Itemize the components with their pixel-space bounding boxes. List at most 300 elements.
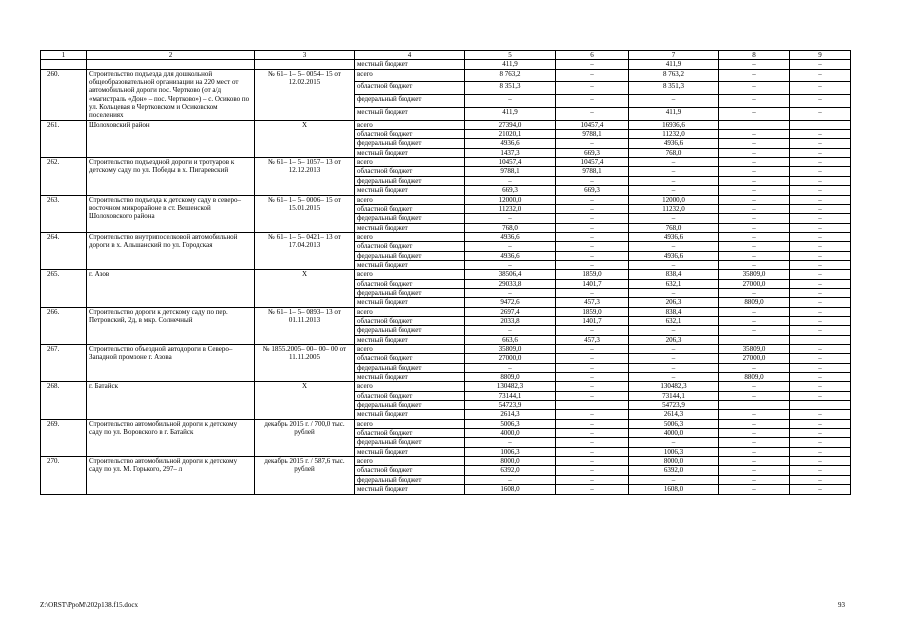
amount-cell: 8000,0: [465, 457, 556, 466]
item-name: Шолоховский район: [87, 120, 255, 157]
amount-cell: –: [629, 288, 719, 297]
amount-cell: –: [719, 438, 790, 447]
amount-cell: –: [556, 354, 629, 363]
amount-cell: 838,4: [629, 270, 719, 279]
budget-type: местный бюджет: [355, 335, 465, 344]
amount-cell: –: [790, 354, 851, 363]
amount-cell: 768,0: [629, 223, 719, 232]
amount-cell: –: [790, 204, 851, 213]
amount-cell: –: [556, 457, 629, 466]
amount-cell: –: [719, 288, 790, 297]
amount-cell: –: [790, 139, 851, 148]
amount-cell: –: [719, 95, 790, 108]
amount-cell: –: [556, 391, 629, 400]
amount-cell: –: [790, 232, 851, 241]
table-row: [41, 158, 851, 167]
amount-cell: 4936,6: [629, 251, 719, 260]
amount-cell: –: [556, 176, 629, 185]
column-number: 6: [556, 51, 629, 60]
empty-cell: [87, 60, 255, 69]
amount-cell: 38506,4: [465, 270, 556, 279]
amount-cell: –: [719, 419, 790, 428]
amount-cell: –: [556, 242, 629, 251]
amount-cell: 9788,1: [465, 167, 556, 176]
item-document: № 61– 1– 5– 0421– 13 от 17.04.2013: [255, 232, 355, 269]
amount-cell: –: [790, 251, 851, 260]
table-row: [41, 232, 851, 241]
amount-cell: 457,3: [556, 335, 629, 344]
amount-cell: –: [719, 382, 790, 391]
amount-cell: –: [719, 204, 790, 213]
amount-cell: –: [556, 447, 629, 456]
budget-type: областной бюджет: [355, 316, 465, 325]
amount-cell: –: [719, 260, 790, 269]
amount-cell: –: [790, 270, 851, 279]
table-row: [41, 307, 851, 316]
amount-cell: 9788,1: [556, 130, 629, 139]
amount-cell: –: [556, 214, 629, 223]
amount-cell: –: [790, 95, 851, 108]
amount-cell: –: [790, 410, 851, 419]
amount-cell: 2614,3: [629, 410, 719, 419]
item-document: № 61– 1– 5– 0054– 15 от 12.02.2015: [255, 69, 355, 120]
budget-type: федеральный бюджет: [355, 214, 465, 223]
amount-cell: –: [790, 260, 851, 269]
amount-cell: –: [719, 307, 790, 316]
amount-cell: 35809,0: [719, 345, 790, 354]
amount-cell: –: [629, 354, 719, 363]
amount-cell: –: [465, 95, 556, 108]
amount-cell: –: [556, 232, 629, 241]
amount-cell: –: [719, 60, 790, 69]
amount-cell: –: [556, 466, 629, 475]
item-number: 266.: [41, 307, 87, 344]
amount-cell: 8 763,2: [465, 69, 556, 82]
amount-cell: –: [790, 298, 851, 307]
amount-cell: 663,6: [465, 335, 556, 344]
amount-cell: –: [719, 242, 790, 251]
amount-cell: [790, 120, 851, 129]
amount-cell: –: [719, 69, 790, 82]
budget-type: федеральный бюджет: [355, 288, 465, 297]
amount-cell: –: [790, 429, 851, 438]
amount-cell: 632,1: [629, 316, 719, 325]
amount-cell: 27000,0: [465, 354, 556, 363]
item-number: 269.: [41, 419, 87, 456]
amount-cell: –: [556, 251, 629, 260]
item-name: Строительство автомобильной дороги к детскому саду по ул. Воровского в г. Батайск: [87, 419, 255, 456]
amount-cell: –: [719, 148, 790, 157]
amount-cell: –: [719, 107, 790, 120]
amount-cell: 1401,7: [556, 279, 629, 288]
column-number: 2: [87, 51, 255, 60]
amount-cell: 10457,4: [556, 120, 629, 129]
budget-type: федеральный бюджет: [355, 95, 465, 108]
budget-type: всего: [355, 382, 465, 391]
item-name: Строительство подъезда для дошкольной общеобразовательной организации на 220 мест от автомобильной дороги пос. Чертково (от а/д «магистраль «Дон» – пос. Чертково») – с. Осиково по ул. Кольцевая в Чертковском и Осиковском поселениях: [87, 69, 255, 120]
amount-cell: 4936,6: [465, 139, 556, 148]
budget-type: местный бюджет: [355, 485, 465, 494]
amount-cell: –: [629, 363, 719, 372]
amount-cell: –: [556, 223, 629, 232]
table-row: [41, 120, 851, 129]
budget-type: местный бюджет: [355, 107, 465, 120]
empty-cell: [255, 60, 355, 69]
item-document: № 61– 1– 5– 0893– 13 от 01.11.2013: [255, 307, 355, 344]
budget-type: местный бюджет: [355, 373, 465, 382]
amount-cell: 16936,6: [629, 120, 719, 129]
budget-type: областной бюджет: [355, 82, 465, 95]
amount-cell: –: [465, 214, 556, 223]
budget-type: федеральный бюджет: [355, 401, 465, 410]
amount-cell: 4936,6: [465, 232, 556, 241]
amount-cell: –: [556, 69, 629, 82]
amount-cell: –: [556, 363, 629, 372]
amount-cell: –: [790, 214, 851, 223]
amount-cell: –: [465, 176, 556, 185]
amount-cell: –: [790, 242, 851, 251]
amount-cell: 8 351,3: [465, 82, 556, 95]
amount-cell: –: [629, 186, 719, 195]
item-number: 262.: [41, 158, 87, 195]
amount-cell: –: [790, 373, 851, 382]
budget-type: областной бюджет: [355, 167, 465, 176]
amount-cell: [719, 401, 790, 410]
amount-cell: 8 351,3: [629, 82, 719, 95]
amount-cell: –: [790, 457, 851, 466]
amount-cell: 4936,6: [465, 251, 556, 260]
budget-type: всего: [355, 120, 465, 129]
amount-cell: –: [719, 429, 790, 438]
amount-cell: 73144,1: [465, 391, 556, 400]
item-name: г. Батайск: [87, 382, 255, 419]
amount-cell: –: [790, 107, 851, 120]
column-number: 5: [465, 51, 556, 60]
amount-cell: –: [790, 345, 851, 354]
item-document: № 61– 1– 5– 0006– 15 от 15.01.2015: [255, 195, 355, 232]
table-row: [41, 419, 851, 428]
amount-cell: –: [719, 391, 790, 400]
amount-cell: 206,3: [629, 335, 719, 344]
item-name: Строительство автомобильной дороги к детскому саду по ул. М. Горького, 297– л: [87, 457, 255, 494]
budget-type: всего: [355, 457, 465, 466]
amount-cell: 411,9: [629, 107, 719, 120]
budget-type: местный бюджет: [355, 298, 465, 307]
amount-cell: –: [790, 419, 851, 428]
amount-cell: –: [719, 475, 790, 484]
amount-cell: –: [465, 242, 556, 251]
item-name: Строительство дороги к детскому саду по пер. Петровский, 2д, в мкр. Солнечный: [87, 307, 255, 344]
amount-cell: –: [719, 457, 790, 466]
amount-cell: 1608,0: [629, 485, 719, 494]
budget-type: областной бюджет: [355, 204, 465, 213]
amount-cell: –: [719, 158, 790, 167]
item-document: Х: [255, 270, 355, 307]
amount-cell: 54723,9: [629, 401, 719, 410]
amount-cell: 12000,0: [629, 195, 719, 204]
amount-cell: –: [629, 373, 719, 382]
amount-cell: –: [556, 410, 629, 419]
amount-cell: 6392,0: [465, 466, 556, 475]
amount-cell: –: [629, 438, 719, 447]
item-document: № 1855.2005– 00– 00– 00 от 11.11.2005: [255, 345, 355, 382]
amount-cell: –: [719, 485, 790, 494]
budget-type: местный бюджет: [355, 223, 465, 232]
amount-cell: –: [556, 195, 629, 204]
amount-cell: 8809,0: [465, 373, 556, 382]
amount-cell: 669,3: [465, 186, 556, 195]
amount-cell: –: [556, 345, 629, 354]
amount-cell: 838,4: [629, 307, 719, 316]
item-name: Строительство объездной автодороги в Северо– Западной промзоне г. Азова: [87, 345, 255, 382]
amount-cell: 669,3: [556, 186, 629, 195]
table-row: [41, 345, 851, 354]
amount-cell: 8000,0: [629, 457, 719, 466]
amount-cell: 73144,1: [629, 391, 719, 400]
table-row: [41, 195, 851, 204]
budget-type: местный бюджет: [355, 186, 465, 195]
amount-cell: –: [719, 130, 790, 139]
item-number: 264.: [41, 232, 87, 269]
amount-cell: –: [719, 223, 790, 232]
amount-cell: 4936,6: [629, 139, 719, 148]
amount-cell: –: [629, 158, 719, 167]
amount-cell: 8 763,2: [629, 69, 719, 82]
column-number: 7: [629, 51, 719, 60]
amount-cell: –: [556, 485, 629, 494]
item-number: 267.: [41, 345, 87, 382]
item-document: декабрь 2015 г. / 587,6 тыс. рублей: [255, 457, 355, 494]
amount-cell: 4000,0: [629, 429, 719, 438]
amount-cell: –: [556, 60, 629, 69]
budget-type: областной бюджет: [355, 466, 465, 475]
item-number: 263.: [41, 195, 87, 232]
budget-type: областной бюджет: [355, 429, 465, 438]
column-number: 9: [790, 51, 851, 60]
amount-cell: 130482,3: [465, 382, 556, 391]
amount-cell: 54723,9: [465, 401, 556, 410]
amount-cell: –: [465, 326, 556, 335]
amount-cell: –: [790, 363, 851, 372]
amount-cell: –: [629, 326, 719, 335]
column-number: 8: [719, 51, 790, 60]
amount-cell: 632,1: [629, 279, 719, 288]
item-document: Х: [255, 120, 355, 157]
amount-cell: 35809,0: [465, 345, 556, 354]
amount-cell: –: [629, 176, 719, 185]
budget-type: всего: [355, 232, 465, 241]
amount-cell: –: [790, 158, 851, 167]
header-row: [41, 51, 851, 60]
item-name: Строительство подъездной дороги и тротуаров к детскому саду по ул. Победы в х. Пигаревский: [87, 158, 255, 195]
amount-cell: –: [556, 373, 629, 382]
amount-cell: –: [556, 475, 629, 484]
budget-type: областной бюджет: [355, 354, 465, 363]
budget-type: всего: [355, 345, 465, 354]
amount-cell: –: [556, 326, 629, 335]
amount-cell: –: [719, 251, 790, 260]
amount-cell: 669,3: [556, 148, 629, 157]
budget-type: федеральный бюджет: [355, 363, 465, 372]
amount-cell: –: [556, 95, 629, 108]
amount-cell: 1859,0: [556, 270, 629, 279]
table-row: [41, 270, 851, 279]
amount-cell: –: [790, 167, 851, 176]
amount-cell: 11232,0: [465, 204, 556, 213]
amount-cell: –: [556, 260, 629, 269]
amount-cell: –: [556, 429, 629, 438]
amount-cell: –: [629, 242, 719, 251]
amount-cell: –: [790, 69, 851, 82]
amount-cell: –: [719, 139, 790, 148]
amount-cell: –: [790, 176, 851, 185]
budget-type: федеральный бюджет: [355, 251, 465, 260]
item-document: № 61– 1– 5– 1057– 13 от 12.12.2013: [255, 158, 355, 195]
amount-cell: 11232,0: [629, 130, 719, 139]
item-name: Строительство внутрипоселковой автомобильной дороги в х. Альшанский по ул. Городская: [87, 232, 255, 269]
table-row: [41, 382, 851, 391]
amount-cell: –: [790, 447, 851, 456]
budget-type: областной бюджет: [355, 130, 465, 139]
amount-cell: 12000,0: [465, 195, 556, 204]
table-row: [41, 69, 851, 82]
budget-type: федеральный бюджет: [355, 139, 465, 148]
amount-cell: 206,3: [629, 298, 719, 307]
budget-type: местный бюджет: [355, 260, 465, 269]
amount-cell: 768,0: [465, 223, 556, 232]
amount-cell: –: [790, 316, 851, 325]
amount-cell: 411,9: [629, 60, 719, 69]
amount-cell: 27394,0: [465, 120, 556, 129]
amount-cell: 1608,0: [465, 485, 556, 494]
amount-cell: –: [790, 391, 851, 400]
amount-cell: 1859,0: [556, 307, 629, 316]
item-number: 268.: [41, 382, 87, 419]
amount-cell: 130482,3: [629, 382, 719, 391]
budget-type: всего: [355, 195, 465, 204]
amount-cell: –: [790, 466, 851, 475]
amount-cell: –: [629, 95, 719, 108]
amount-cell: –: [719, 316, 790, 325]
amount-cell: –: [719, 214, 790, 223]
budget-type: областной бюджет: [355, 279, 465, 288]
amount-cell: 21020,1: [465, 130, 556, 139]
amount-cell: –: [719, 232, 790, 241]
amount-cell: –: [790, 485, 851, 494]
budget-type: всего: [355, 158, 465, 167]
amount-cell: –: [790, 82, 851, 95]
amount-cell: 27000,0: [719, 354, 790, 363]
amount-cell: –: [629, 214, 719, 223]
amount-cell: [556, 401, 629, 410]
budget-type: всего: [355, 69, 465, 82]
table-row: [41, 457, 851, 466]
amount-cell: –: [465, 288, 556, 297]
budget-table: [40, 50, 851, 495]
budget-type: всего: [355, 307, 465, 316]
amount-cell: 1006,3: [465, 447, 556, 456]
item-name: г. Азов: [87, 270, 255, 307]
amount-cell: –: [629, 345, 719, 354]
budget-type: местный бюджет: [355, 148, 465, 157]
amount-cell: –: [719, 447, 790, 456]
amount-cell: –: [790, 475, 851, 484]
amount-cell: –: [719, 82, 790, 95]
amount-cell: 11232,0: [629, 204, 719, 213]
amount-cell: [790, 401, 851, 410]
budget-type: всего: [355, 419, 465, 428]
amount-cell: –: [556, 382, 629, 391]
amount-cell: 29033,8: [465, 279, 556, 288]
amount-cell: 6392,0: [629, 466, 719, 475]
amount-cell: 1401,7: [556, 316, 629, 325]
budget-type: областной бюджет: [355, 391, 465, 400]
budget-type: местный бюджет: [355, 60, 465, 69]
amount-cell: 1437,3: [465, 148, 556, 157]
amount-cell: 2033,8: [465, 316, 556, 325]
amount-cell: –: [629, 167, 719, 176]
column-number: 1: [41, 51, 87, 60]
amount-cell: 8809,0: [719, 373, 790, 382]
item-number: 261.: [41, 120, 87, 157]
amount-cell: [719, 120, 790, 129]
file-path-footer: Z:\ORST\PpoM\202p138.f15.docx: [40, 601, 139, 609]
amount-cell: –: [790, 326, 851, 335]
amount-cell: –: [556, 139, 629, 148]
item-name: Строительство подъезда к детскому саду в северо– восточном микрорайоне в ст. Вешенской Шолоховского района: [87, 195, 255, 232]
amount-cell: –: [790, 130, 851, 139]
amount-cell: –: [790, 223, 851, 232]
amount-cell: –: [556, 288, 629, 297]
amount-cell: –: [719, 363, 790, 372]
amount-cell: –: [790, 288, 851, 297]
amount-cell: –: [465, 363, 556, 372]
amount-cell: –: [719, 466, 790, 475]
amount-cell: –: [465, 475, 556, 484]
item-document: декабрь 2015 г. / 700,0 тыс. рублей: [255, 419, 355, 456]
amount-cell: 457,3: [556, 298, 629, 307]
column-number: 3: [255, 51, 355, 60]
amount-cell: –: [556, 204, 629, 213]
amount-cell: 27000,0: [719, 279, 790, 288]
budget-type: федеральный бюджет: [355, 326, 465, 335]
amount-cell: –: [790, 307, 851, 316]
amount-cell: –: [790, 382, 851, 391]
amount-cell: –: [556, 82, 629, 95]
budget-type: местный бюджет: [355, 410, 465, 419]
amount-cell: 768,0: [629, 148, 719, 157]
amount-cell: –: [719, 176, 790, 185]
amount-cell: 2697,4: [465, 307, 556, 316]
budget-type: федеральный бюджет: [355, 176, 465, 185]
amount-cell: –: [465, 260, 556, 269]
budget-type: федеральный бюджет: [355, 475, 465, 484]
page-number: 93: [838, 601, 845, 609]
amount-cell: 10457,4: [556, 158, 629, 167]
amount-cell: –: [790, 438, 851, 447]
amount-cell: –: [719, 167, 790, 176]
item-number: 260.: [41, 69, 87, 120]
amount-cell: 411,9: [465, 60, 556, 69]
amount-cell: –: [790, 279, 851, 288]
amount-cell: 9788,1: [556, 167, 629, 176]
amount-cell: –: [629, 260, 719, 269]
amount-cell: [719, 335, 790, 344]
amount-cell: –: [556, 107, 629, 120]
amount-cell: 4000,0: [465, 429, 556, 438]
amount-cell: 5006,3: [629, 419, 719, 428]
amount-cell: –: [719, 186, 790, 195]
